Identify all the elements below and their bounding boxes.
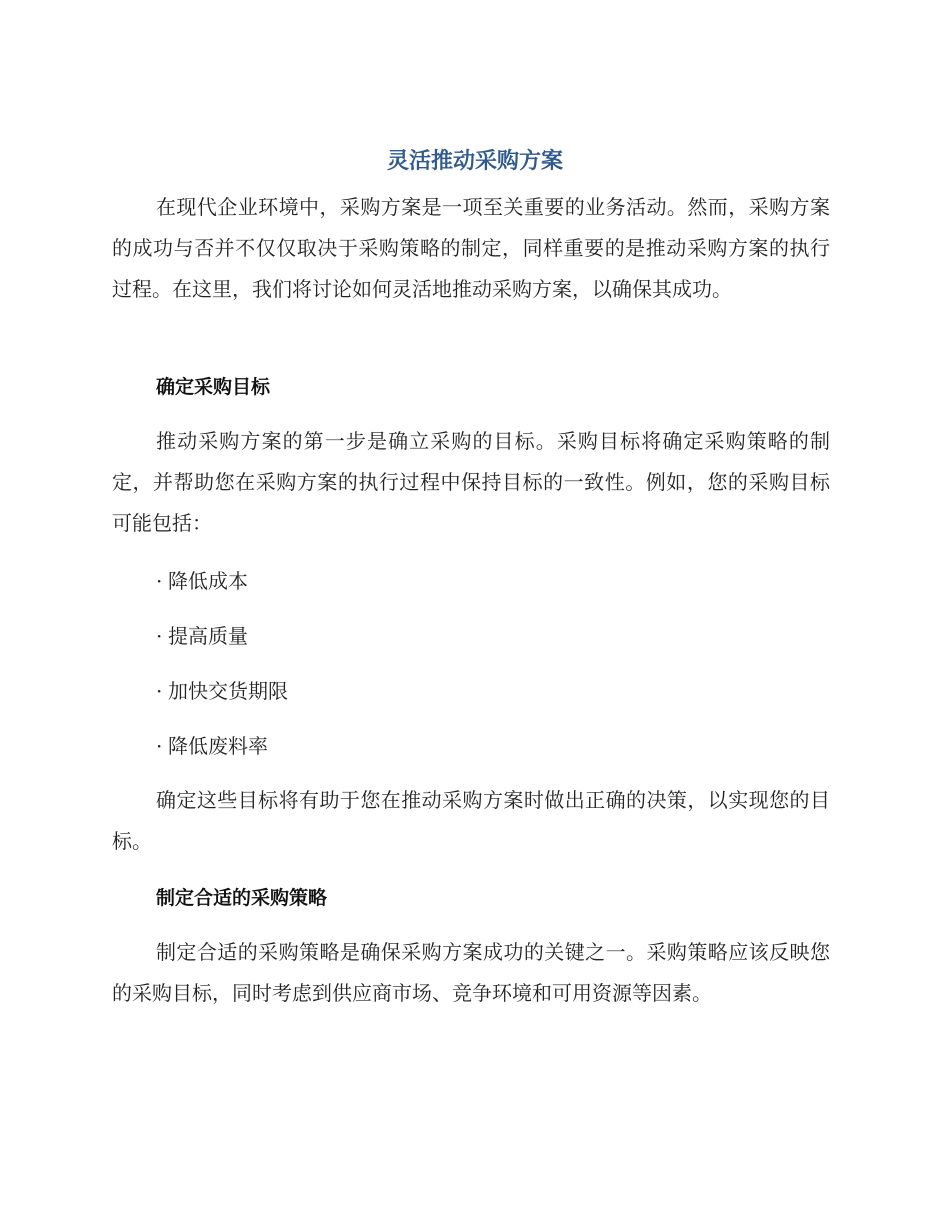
- list-item: [156, 566, 248, 596]
- goals-paragraph: 推动采购方案的第一步是确立采购的目标。采购目标将确定采购策略的制定，并帮助您在采购方案的执行过程中保持目标的一致性。例如，您的采购目标可能包括：: [112, 429, 830, 535]
- intro-paragraph: 在现代企业环境中，采购方案是一项至关重要的业务活动。然而，采购方案的成功与否并不仅仅取决于采购策略的制定，同样重要的是推动采购方案的执行过程。在这里，我们将讨论如何灵活地推动采购方案，以确保其成功。: [112, 195, 830, 301]
- list-item-label: 降低废料率: [168, 734, 268, 758]
- list-item-label: 加快交货期限: [168, 679, 288, 703]
- list-item: [156, 676, 288, 706]
- section-heading-strategy: 制定合适的采购策略: [156, 887, 328, 909]
- list-item: [156, 731, 268, 761]
- goals-conclusion-paragraph: 确定这些目标将有助于您在推动采购方案时做出正确的决策，以实现您的目标。: [112, 788, 830, 853]
- document-title: 灵活推动采购方案: [386, 149, 563, 174]
- strategy-paragraph: 制定合适的采购策略是确保采购方案成功的关键之一。采购策略应该反映您的采购目标，同时考虑到供应商市场、竞争环境和可用资源等因素。: [112, 940, 830, 1005]
- section-heading-goals: 确定采购目标: [156, 376, 271, 398]
- list-item-label: 降低成本: [168, 569, 248, 593]
- list-item: [156, 621, 248, 651]
- bullet-marker: ·: [156, 679, 163, 703]
- bullet-marker: ·: [156, 569, 163, 593]
- bullet-marker: ·: [156, 734, 163, 758]
- bullet-marker: ·: [156, 624, 163, 648]
- list-item-label: 提高质量: [168, 624, 248, 648]
